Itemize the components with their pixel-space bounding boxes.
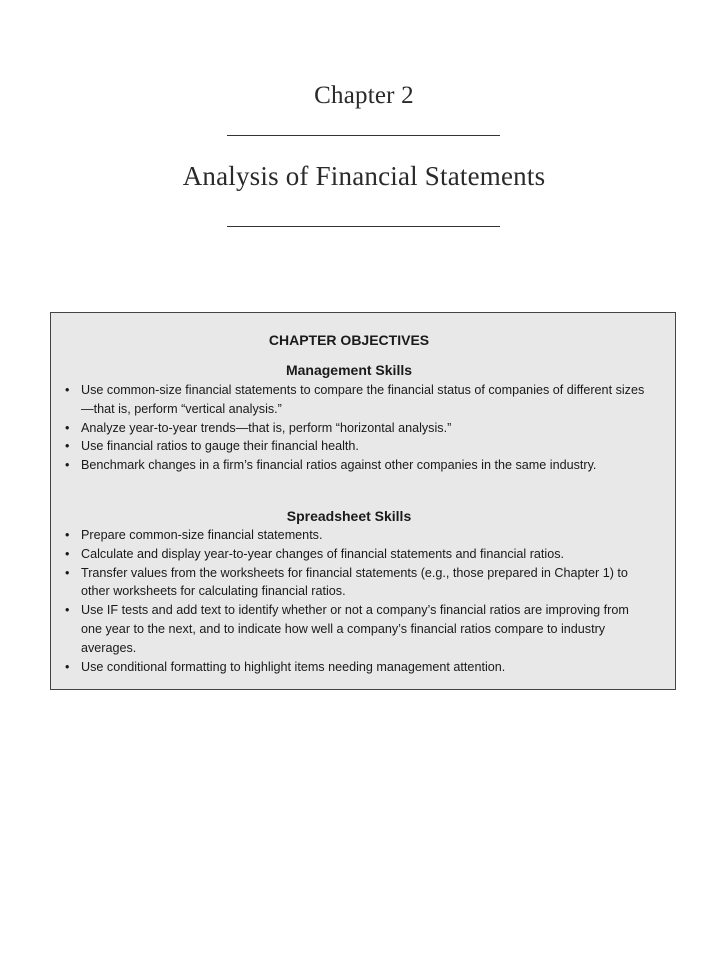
list-item <box>51 437 651 456</box>
spreadsheet-skills-heading: Spreadsheet Skills <box>286 508 412 524</box>
list-item-text: Calculate and display year-to-year changes of financial statements and financial ratios. <box>81 546 565 561</box>
chapter-objectives-box <box>50 312 676 690</box>
list-item-text: Transfer values from the worksheets for financial statements (e.g., those prepared in Chapter 1) to other worksheets for calculating financial ratios. <box>81 565 628 599</box>
list-item <box>51 381 651 419</box>
list-item <box>51 526 651 545</box>
list-item <box>51 456 651 475</box>
list-item <box>51 564 651 602</box>
bullet-icon: • <box>65 439 70 454</box>
bullet-icon: • <box>65 383 70 397</box>
bullet-icon: • <box>65 546 70 561</box>
top-divider <box>227 135 500 136</box>
list-item <box>51 601 651 657</box>
bullet-icon: • <box>65 603 70 618</box>
bullet-icon: • <box>65 528 70 542</box>
list-item-text: Use IF tests and add text to identify whether or not a company’s financial ratios are improving from one year to the next, and to indicate how well a company’s financial ratios compare to industry averages. <box>81 603 629 655</box>
management-skills-list <box>51 381 651 475</box>
spreadsheet-skills-list <box>51 526 651 676</box>
list-item-text: Analyze year-to-year trends—that is, perform “horizontal analysis.” <box>81 420 452 435</box>
list-item-text: Use financial ratios to gauge their financial health. <box>81 439 359 454</box>
chapter-title: Analysis of Financial Statements <box>182 161 546 191</box>
objectives-heading: CHAPTER OBJECTIVES <box>268 332 430 348</box>
list-item <box>51 658 651 677</box>
list-item <box>51 419 651 438</box>
management-skills-heading: Management Skills <box>285 362 413 378</box>
list-item-text: Benchmark changes in a firm’s financial ratios against other companies in the same industry. <box>81 458 597 473</box>
bullet-icon: • <box>65 420 70 435</box>
list-item-text: Prepare common-size financial statements. <box>81 528 323 542</box>
bottom-divider <box>227 226 500 227</box>
bullet-icon: • <box>65 659 70 674</box>
chapter-label: Chapter 2 <box>314 82 414 109</box>
bullet-icon: • <box>65 458 70 473</box>
list-item <box>51 545 651 564</box>
bullet-icon: • <box>65 565 70 580</box>
list-item-text: Use conditional formatting to highlight items needing management attention. <box>81 659 506 674</box>
list-item-text: Use common-size financial statements to compare the financial status of companies of different sizes—that is, perform “vertical analysis.” <box>81 383 645 416</box>
